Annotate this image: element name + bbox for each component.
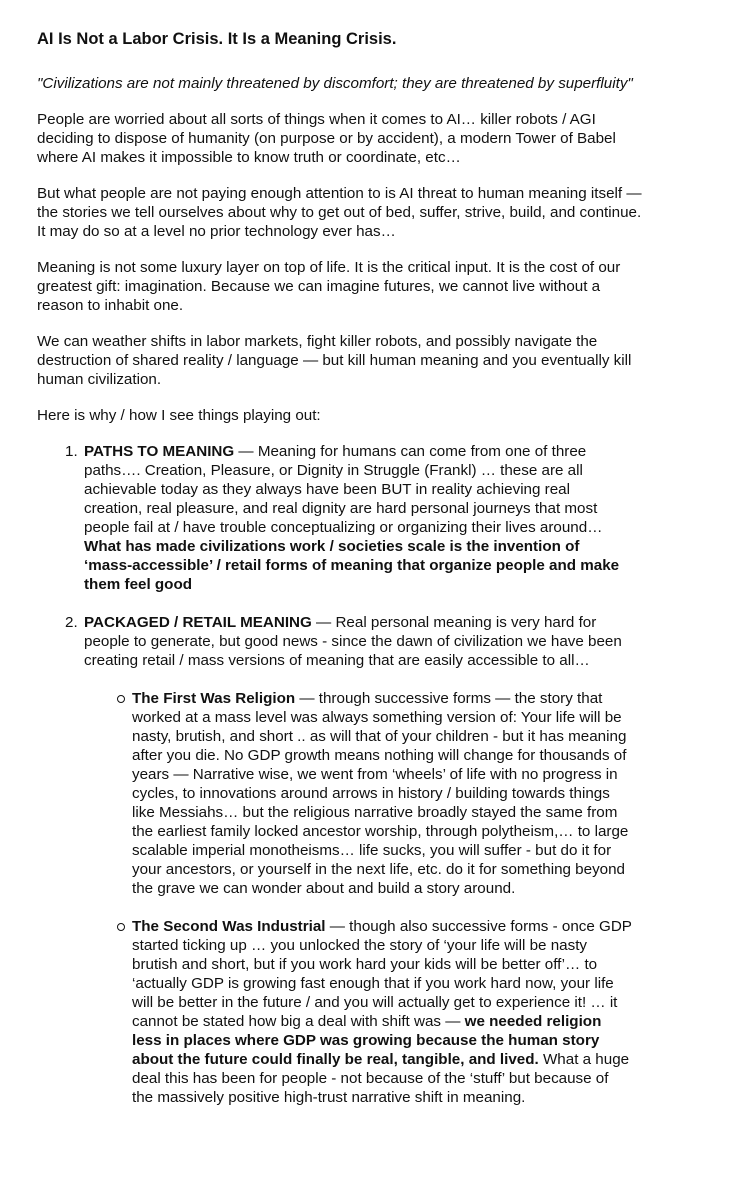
list-bold-text: What has made civilizations work / societies scale is the invention of ‘mass-accessible’ / retail forms of meaning that organize people and make them feel good <box>84 538 620 593</box>
list-number: 2. <box>65 614 78 631</box>
circle-bullet-icon <box>117 695 125 703</box>
article-title: AI Is Not a Labor Crisis. It Is a Meaning Crisis. <box>37 30 397 48</box>
paragraph-5: Here is why / how I see things playing out: <box>37 407 321 424</box>
bullet-item <box>132 917 632 1107</box>
bullet-text: — though also successive forms - once GDP started ticking up … you unlocked the story of ‘your life will be nasty brutish and short, but if you work hard your kids will be better off’… to ‘actually GDP is growing fast enough that if you work hard now, your life will be better in the future / and you will actually get to experience it! … it cannot be stated how big a deal with shift was — <box>132 918 632 1030</box>
paragraph-1: People are worried about all sorts of things when it comes to AI… killer robots / AGI deciding to dispose of humanity (on purpose or by accident), a modern Tower of Babel where AI makes it impossible to know truth or coordinate, etc… <box>37 111 616 166</box>
list-text: — Meaning for humans can come from one of three paths…. Creation, Pleasure, or Dignity in Struggle (Frankl) … these are all achievable today as they always have been BUT in reality achieving real creation, real pleasure, and real dignity are hard personal journeys that most people fail at / have trouble conceptualizing or organizing their lives around… <box>84 443 603 536</box>
bullet-item <box>132 689 632 898</box>
bullet-text: — through successive forms — the story that worked at a mass level was always something version of: Your life will be nasty, brutish, and short .. as will that of your children - but it has meaning after you die. No GDP growth means nothing will change for thousands of years — Narrative wise, we went from ‘wheels’ of life with no progress in cycles, to innovations around arrows in history / building towards things like Messiahs… but the religious narrative broadly stayed the same from the earliest family locked ancestor worship, through polytheism,… to large scalable imperial monotheisms… life sucks, you will suffer - but do it for your ancestors, or yourself in the next life, etc. do it for something beyond the grave we can wonder about and build a story around. <box>132 690 629 897</box>
list-item <box>65 613 632 1107</box>
epigraph-quote: "Civilizations are not mainly threatened by discomfort; they are threatened by superfluity" <box>37 75 633 92</box>
paragraph-3: Meaning is not some luxury layer on top of life. It is the critical input. It is the cost of our greatest gift: imagination. Because we can imagine futures, we cannot live without a reason to inhabit one. <box>37 259 621 314</box>
circle-bullet-icon <box>117 923 125 931</box>
list-number: 1. <box>65 443 78 460</box>
paragraph-4: We can weather shifts in labor markets, fight killer robots, and possibly navigate the destruction of shared reality / language — but kill human meaning and you eventually kill human civilization. <box>37 333 632 388</box>
bullet-bold-text: we needed religion less in places where GDP was growing because the human story about the future could finally be real, tangible, and lived. <box>132 1013 602 1068</box>
bullet-heading: The Second Was Industrial <box>132 918 326 935</box>
list-heading: PACKAGED / RETAIL MEANING <box>84 614 312 631</box>
list-heading: PATHS TO MEANING <box>84 443 235 460</box>
numbered-list <box>37 442 647 1107</box>
list-item <box>65 442 629 594</box>
bullet-tail-text: What a huge deal this has been for people - not because of the ‘stuff’ but because of the massively positive high-trust narrative shift in meaning. <box>132 1051 630 1106</box>
paragraph-2: But what people are not paying enough attention to is AI threat to human meaning itself — the stories we tell ourselves about why to get out of bed, suffer, strive, build, and continue. It may do so at a level no prior technology ever has… <box>37 185 642 240</box>
bullet-heading: The First Was Religion <box>132 690 296 707</box>
list-text: — Real personal meaning is very hard for people to generate, but good news - since the dawn of civilization we have been creating retail / mass versions of meaning that are easily accessible to all… <box>84 614 622 669</box>
bullet-list <box>84 689 632 1107</box>
